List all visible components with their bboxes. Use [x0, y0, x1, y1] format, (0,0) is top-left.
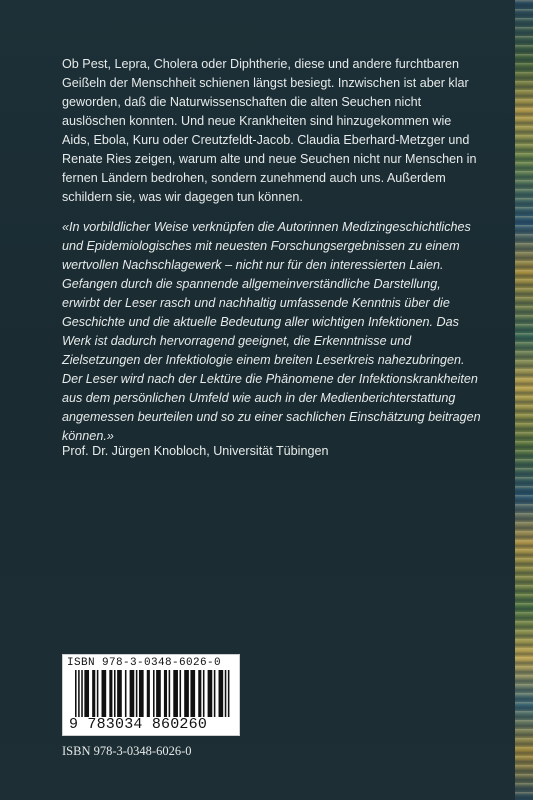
barcode-bar [190, 670, 195, 717]
barcode-bar [228, 670, 230, 717]
barcode-bar [139, 670, 144, 717]
barcode-bar [153, 670, 155, 717]
barcode-bar [81, 670, 83, 717]
barcode [62, 654, 240, 736]
barcode-bar [78, 670, 80, 717]
barcode-bar [225, 670, 227, 717]
barcode-bar [102, 670, 107, 717]
barcode-bar [180, 670, 182, 717]
barcode-bar [117, 670, 122, 717]
barcode-bar [169, 670, 171, 717]
barcode-bar [109, 670, 112, 717]
quote-author: Prof. Dr. Jürgen Knobloch, Universität Tübingen [62, 444, 329, 458]
barcode-bar [164, 670, 167, 717]
barcode-bar [97, 670, 99, 717]
isbn-footer: ISBN 978-3-0348-6026-0 [62, 744, 192, 758]
barcode-bar [125, 670, 127, 717]
barcode-bar [184, 670, 189, 717]
blurb-paragraph: Ob Pest, Lepra, Cholera oder Diphtherie, diese und andere furchtbaren Geißeln der Menschheit schienen längst besiegt. Inzwischen ist aber klar geworden, daß die Naturwissenschaften die alten Seuchen nicht auslöschen konnten. Und neue Krankheiten sind hinzugekommen wie Aids, Ebola, Kuru oder Creutzfeldt-Jacob. Claudia Eberhard-Metzger und Renate Ries zeigen, warum alte und neue Seuchen nicht nur Menschen in fernen Ländern bedrohen, sondern zunehmend auch uns. Außerdem schildern sie, was wir dagegen tun können. [62, 57, 477, 204]
barcode-bar [208, 670, 213, 717]
barcode-bar [156, 670, 161, 717]
barcode-digits: 9 783034 860260 [69, 716, 208, 733]
barcode-bar [147, 670, 150, 717]
barcode-bar [75, 670, 77, 717]
barcode-bar [173, 670, 178, 717]
barcode-isbn-label: ISBN 978-3-0348-6026-0 [67, 657, 222, 669]
barcode-bars [75, 670, 231, 717]
barcode-bar [92, 670, 95, 717]
barcode-bar [84, 670, 89, 717]
barcode-bar [114, 670, 116, 717]
cover-art-strip [515, 0, 533, 800]
barcode-bar [203, 670, 205, 717]
barcode-bar [198, 670, 201, 717]
barcode-bar [214, 670, 216, 717]
review-quote: «In vorbildlicher Weise verknüpfen die Autorinnen Medizingeschichtliches und Epidemiologisches mit neuesten Forschungsergebnissen zu einem wertvollen Nachschlagewerk – nicht nur für den interessierten Laien. Gefangen durch die spannende allgemeinverständliche Darstellung, erwirbt der Leser rasch und nachhaltig umfassende Kenntnis über die Geschichte und die aktuelle Bedeutung aller wichtigen Infektionen. Das Werk ist dadurch hervorragend geeignet, die Erkenntnisse und Zielsetzungen der Infektiologie einem breiten Leserkreis nahezubringen. Der Leser wird nach der Lektüre die Phänomene der Infektionskrankheiten aus dem persönlichen Umfeld wie auch in der Medienberichterstattung angemessen beurteilen und so zu einer sachlichen Einschätzung beitragen können.» [62, 220, 481, 443]
barcode-bar [130, 670, 135, 717]
barcode-bar [219, 670, 224, 717]
barcode-bar [136, 670, 138, 717]
